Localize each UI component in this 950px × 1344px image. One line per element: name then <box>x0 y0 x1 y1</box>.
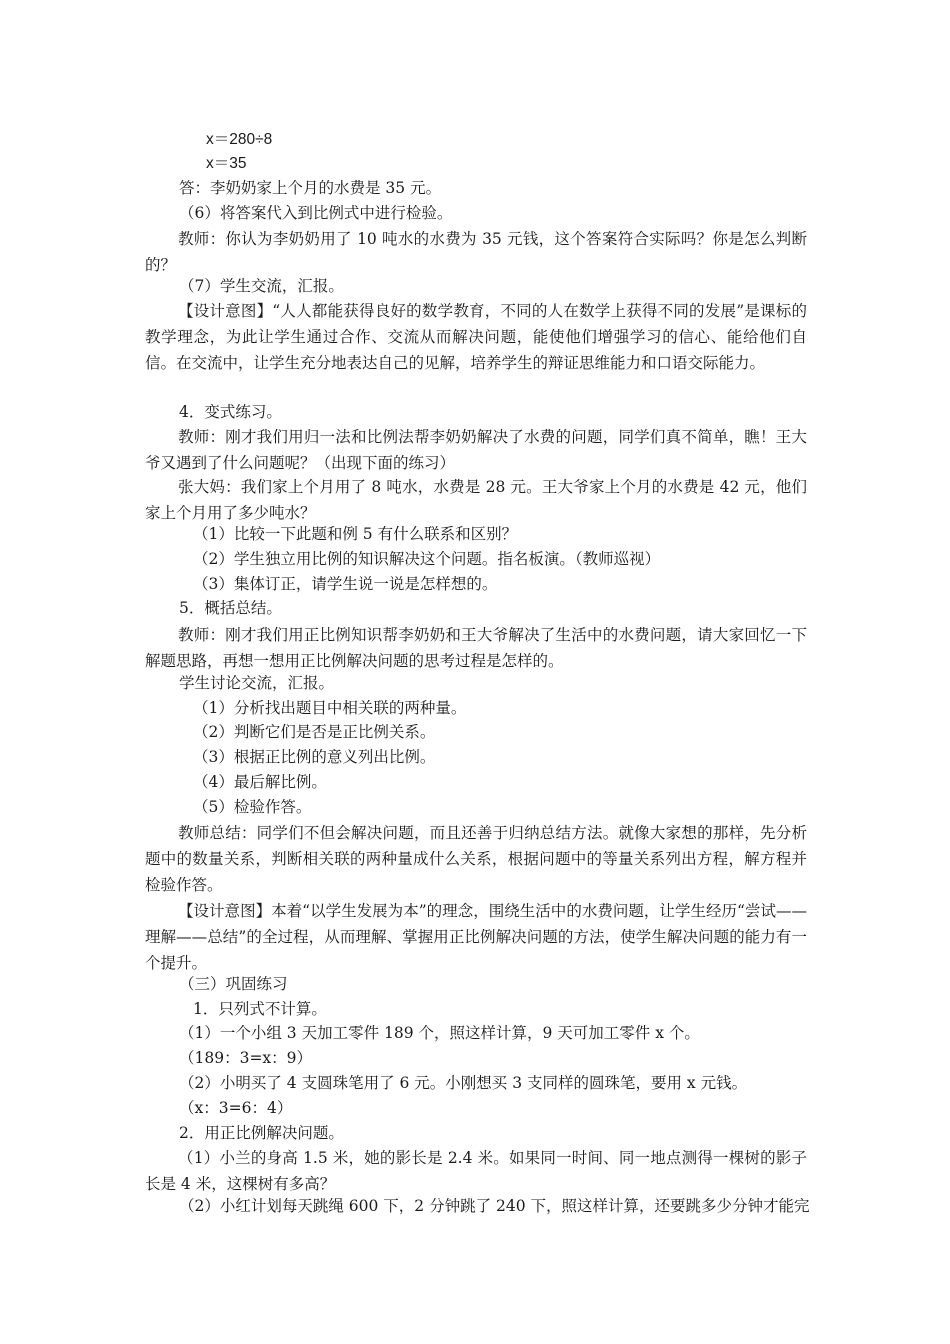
summary-step-2: （2）判断它们是否是正比例关系。 <box>193 723 436 741</box>
practice-1-q1: （1）一个小组 3 天加工零件 189 个，照这样计算，9 天可加工零件 x 个。 <box>179 1024 700 1042</box>
summary-step-5: （5）检验作答。 <box>193 798 312 816</box>
design-intent-2: 【设计意图】本着“以学生发展为本”的理念，围绕生活中的水费问题，让学生经历“尝试——理解——总结”的全过程，从而理解、掌握用正比例解决问题的方法，使学生解决问题的能力有一个提升。 <box>145 902 807 972</box>
teacher-conclusion: 教师总结：同学们不但会解决问题，而且还善于归纳总结方法。就像大家想的那样，先分析题中的数量关系，判断相关联的两种量成什么关系，根据问题中的等量关系列出方程，解方程并检验作答。 <box>145 824 807 894</box>
step-6: （6）将答案代入到比例式中进行检验。 <box>179 204 453 222</box>
section-4-heading: 4．变式练习。 <box>179 403 282 421</box>
exercise-step-2: （2）学生独立用比例的知识解决这个问题。指名板演。（教师巡视） <box>193 550 661 568</box>
summary-step-1: （1）分析找出题目中相关联的两种量。 <box>193 699 467 717</box>
teacher-question: 教师：你认为李奶奶用了 10 吨水的水费为 35 元钱，这个答案符合实际吗？你是怎么判断的？ <box>145 230 807 274</box>
practice-heading: （三）巩固练习 <box>179 975 288 993</box>
teacher-summary-prompt: 教师：刚才我们用正比例知识帮李奶奶和王大爷解决了生活中的水费问题，请大家回忆一下解题思路，再想一想用正比例解决问题的思考过程是怎样的。 <box>145 626 807 670</box>
summary-step-3: （3）根据正比例的意义列出比例。 <box>193 748 436 766</box>
practice-1-a2: （x：3=6：4） <box>179 1099 293 1117</box>
exercise-problem: 张大妈：我们家上个月用了 8 吨水，水费是 28 元。王大爷家上个月的水费是 42 元，他们家上个月用了多少吨水？ <box>145 478 807 522</box>
student-discussion: 学生讨论交流，汇报。 <box>179 674 335 692</box>
practice-1-heading: 1．只列式不计算。 <box>193 1000 327 1018</box>
teacher-transition: 教师：刚才我们用归一法和比例法帮李奶奶解决了水费的问题，同学们真不简单，瞧！王大爷又遇到了什么问题呢？（出现下面的练习） <box>145 428 807 472</box>
practice-1-q2: （2）小明买了 4 支圆珠笔用了 6 元。小刚想买 3 支同样的圆珠笔，要用 x 元钱。 <box>179 1074 748 1092</box>
practice-2-q1: （1）小兰的身高 1.5 米，她的影长是 2.4 米。如果同一时间、同一地点测得一棵树的影子长是 4 米，这棵树有多高？ <box>145 1149 807 1193</box>
design-intent-1: 【设计意图】“人人都能获得良好的数学教育，不同的人在数学上获得不同的发展”是课标的教学理念，为此让学生通过合作、交流从而解决问题，能使他们增强学习的信心、能给他们自信。在交流中，让学生充分地表达自己的见解，培养学生的辩证思维能力和口语交际能力。 <box>145 302 807 372</box>
exercise-step-1: （1）比较一下此题和例 5 有什么联系和区别？ <box>193 525 518 543</box>
equation-line-2: x＝35 <box>206 155 247 172</box>
practice-2-q2: （2）小红计划每天跳绳 600 下，2 分钟跳了 240 下，照这样计算，还要跳多少分钟才能完 <box>179 1197 810 1215</box>
practice-2-heading: 2．用正比例解决问题。 <box>179 1124 344 1142</box>
step-7: （7）学生交流，汇报。 <box>179 277 344 295</box>
exercise-step-3: （3）集体订正，请学生说一说是怎样想的。 <box>193 575 498 593</box>
section-5-heading: 5．概括总结。 <box>179 599 282 617</box>
summary-step-4: （4）最后解比例。 <box>193 773 327 791</box>
answer-line: 答：李奶奶家上个月的水费是 35 元。 <box>179 179 442 197</box>
equation-line-1: x＝280÷8 <box>206 131 273 148</box>
practice-1-a1: （189：3=x：9） <box>179 1049 313 1067</box>
